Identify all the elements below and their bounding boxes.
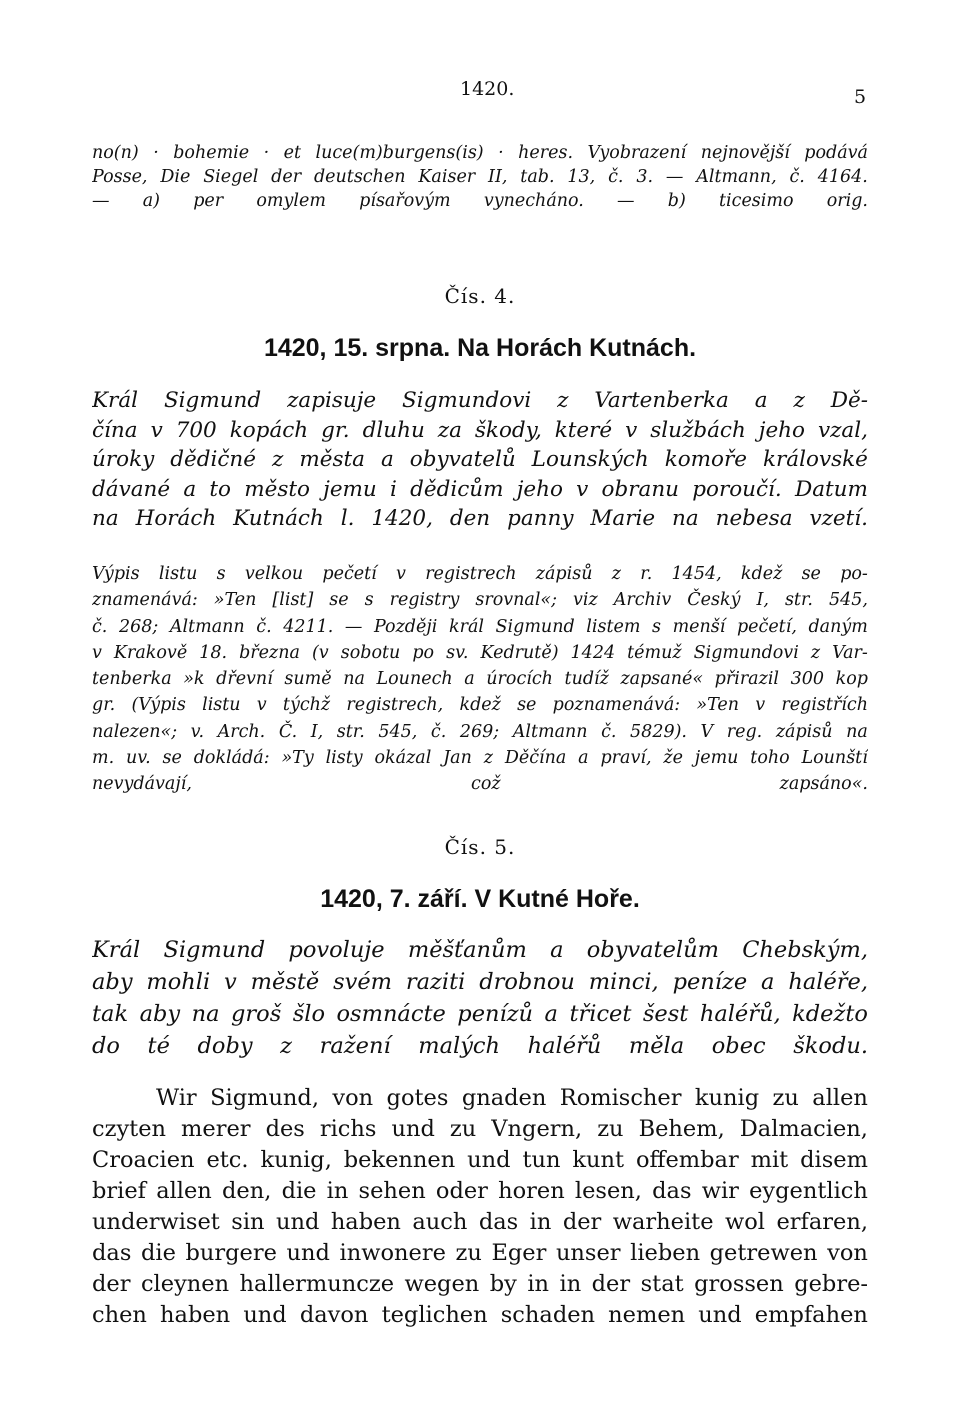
- document-number-5: Čís. 5.: [444, 835, 516, 859]
- document-heading-5: 1420, 7. září. V Kutné Hoře.: [320, 885, 640, 913]
- text-line: underwiset sin und haben auch das in der warheite wol erfaren,: [92, 1209, 868, 1235]
- regest-line: dávané a to město jemu i dědicům jeho v obranu poroučí. Datum: [92, 476, 868, 502]
- footnote-top: [92, 141, 868, 213]
- note-line: m. uv. se dokládá: »Ty listy okázal Jan z Děčína a praví, že jemu toho Lounští: [92, 748, 868, 769]
- note-line: v Krakově 18. března (v sobotu po sv. Kedrutě) 1424 témuž Sigmundovi z Var-: [92, 642, 868, 663]
- footnote-line: — a) per omylem písařovým vynecháno. — b) ticesimo orig.: [92, 191, 868, 211]
- footnote-line: Posse, Die Siegel der deutschen Kaiser II, tab. 13, č. 3. — Altmann, č. 4164.: [92, 167, 868, 187]
- document-number-4: Čís. 4.: [444, 284, 516, 308]
- note-line: gr. (Výpis listu v týchž registrech, kdež se poznamenává: »Ten v registřích: [92, 695, 868, 716]
- text-line: brief allen den, die in sehen oder horen lesen, das wir eygentlich: [92, 1178, 868, 1204]
- note-line: nalezen«; v. Arch. Č. I, str. 545, č. 269; Altmann č. 5829). V reg. zápisů na: [92, 721, 868, 742]
- running-header-year: 1420.: [460, 78, 515, 100]
- regest-line: úroky dědičné z města a obyvatelů Lounských komoře královské: [92, 447, 868, 472]
- note-line: Výpis listu s velkou pečetí v registrech zápisů z r. 1454, kdež se po-: [92, 564, 868, 584]
- regest-line: tak aby na groš šlo osmnácte penízů a třicet šest haléřů, kdežto: [92, 1001, 868, 1027]
- regest-line: na Horách Kutnách l. 1420, den panny Marie na nebesa vzetí.: [92, 506, 868, 531]
- regest-line: Král Sigmund zapisuje Sigmundovi z Vartenberka a z Dě-: [92, 388, 868, 413]
- document-heading-4: 1420, 15. srpna. Na Horách Kutnách.: [263, 334, 697, 362]
- text-line: Wir Sigmund, von gotes gnaden Romischer kunig zu allen: [156, 1085, 868, 1111]
- page-number: 5: [854, 86, 867, 108]
- regest-line: Král Sigmund povoluje měšťanům a obyvatelům Chebským,: [92, 937, 868, 963]
- note-line: nevydávají, což zapsáno«.: [92, 774, 868, 795]
- regest-line: čína v 700 kopách gr. dluhu za škody, které v službách jeho vzal,: [92, 417, 868, 443]
- text-line: chen haben und davon teglichen schaden nemen und empfahen: [92, 1302, 868, 1328]
- text-line: der cleynen hallermuncze wegen by in in der stat grossen gebre-: [92, 1271, 868, 1297]
- text-line: das die burgere und inwonere zu Eger unser lieben getrewen von: [92, 1240, 868, 1266]
- regest-line: do té doby z ražení malých haléřů měla obec škodu.: [92, 1033, 868, 1059]
- regest-line: aby mohli v městě svém raziti drobnou minci, peníze a haléře,: [92, 969, 868, 995]
- note-line: tenberka »k dřevní sumě na Lounech a úrocích tudíž zapsané« přirazil 300 kop: [92, 669, 868, 690]
- regest-4: [92, 386, 868, 534]
- note-line: znamenává: »Ten [list] se s registry srovnal«; viz Archiv Český I, str. 545,: [92, 590, 868, 611]
- regest-5: [92, 934, 868, 1062]
- footnote-line: no(n) · bohemie · et luce(m)burgens(is) · heres. Vyobrazení nejnovější podává: [92, 143, 868, 163]
- text-line: czyten merer des richs und zu Vngern, zu Behem, Dalmacien,: [92, 1116, 868, 1142]
- charter-text-5: [92, 1083, 868, 1331]
- text-line: Croacien etc. kunig, bekennen und tun kunt offembar mit disem: [92, 1147, 868, 1173]
- archival-note-4: [92, 561, 868, 798]
- note-line: č. 268; Altmann č. 4211. — Později král Sigmund listem s menší pečetí, daným: [92, 616, 868, 637]
